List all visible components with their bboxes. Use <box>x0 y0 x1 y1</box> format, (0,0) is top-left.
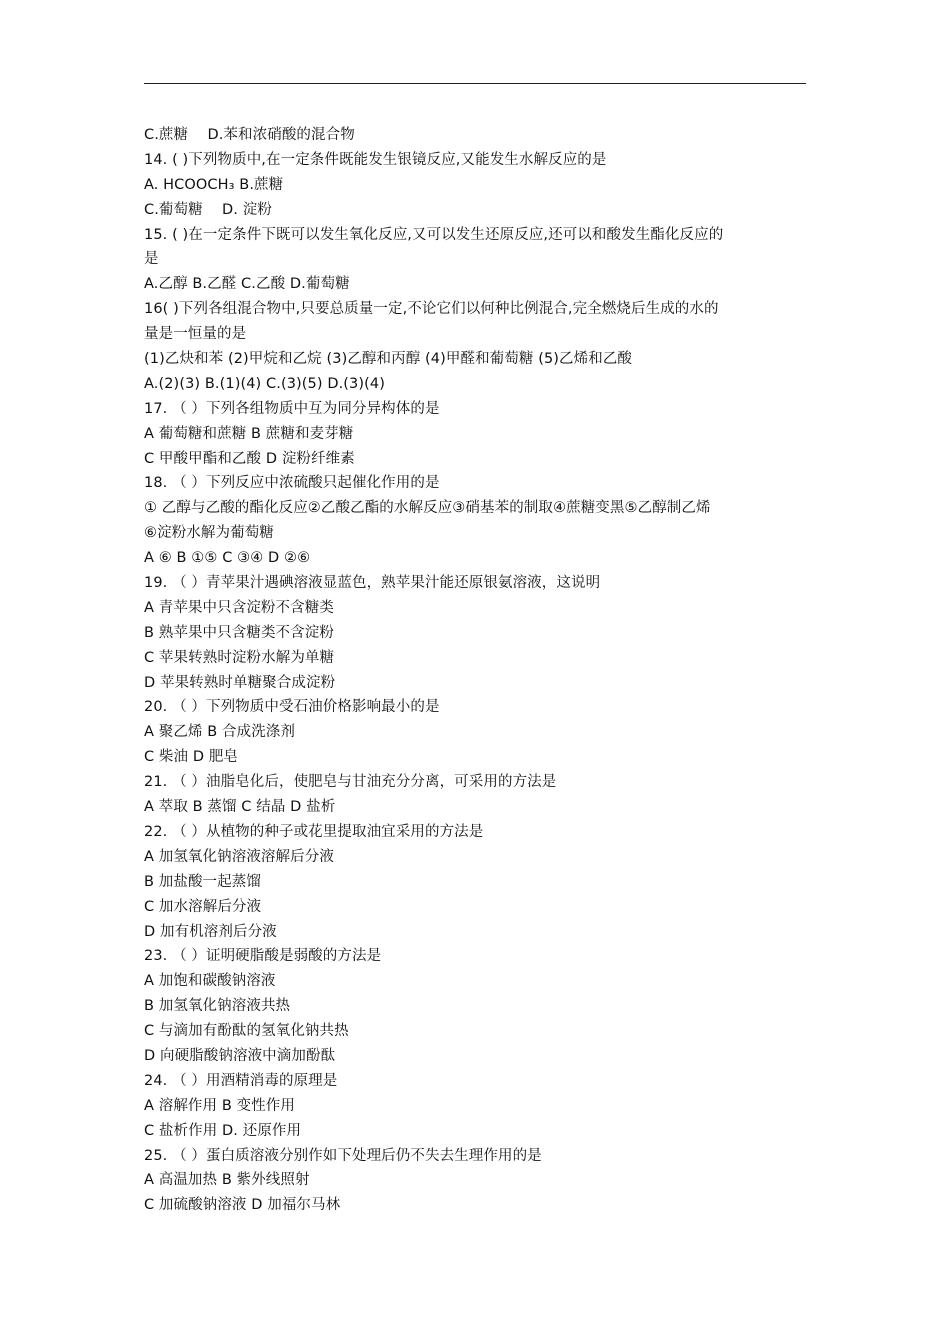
text-line: ⑥淀粉水解为葡萄糖 <box>144 525 274 542</box>
text-line: 量是一恒量的是 <box>144 326 247 343</box>
text-line: B 熟苹果中只含糖类不含淀粉 <box>144 624 334 641</box>
text-line: A 葡萄糖和蔗糖 B 蔗糖和麦芽糖 <box>144 425 354 442</box>
text-line: (1)乙炔和苯 (2)甲烷和乙烷 (3)乙醇和丙醇 (4)甲醛和葡萄糖 (5)乙烯和乙酸 <box>144 351 633 368</box>
text-line: C 苹果转熟时淀粉水解为单糖 <box>144 649 335 666</box>
text-line: 20. （ ）下列物质中受石油价格影响最小的是 <box>144 699 440 716</box>
text-line: A 加氢氧化钠溶液溶解后分液 <box>144 848 334 865</box>
text-line: 16( )下列各组混合物中,只要总质量一定,不论它们以何种比例混合,完全燃烧后生成的水的 <box>144 301 719 318</box>
text-line: D 加有机溶剂后分液 <box>144 923 277 940</box>
text-line: 19. （ ）青苹果汁遇碘溶液显蓝色，熟苹果汁能还原银氨溶液，这说明 <box>144 575 601 592</box>
text-line: A ⑥ B ①⑤ C ③④ D ②⑥ <box>144 550 311 567</box>
text-line: C.蔗糖 D.苯和浓硝酸的混合物 <box>144 127 355 143</box>
text-line: A 加饱和碳酸钠溶液 <box>144 973 276 990</box>
text-line: A 溶解作用 B 变性作用 <box>144 1097 295 1114</box>
text-line: C 与滴加有酚酞的氢氧化钠共热 <box>144 1023 349 1040</box>
text-line: 17. （ ）下列各组物质中互为同分异构体的是 <box>144 400 440 417</box>
text-line: C.葡萄糖 D. 淀粉 <box>144 201 272 218</box>
text-line: C 加水溶解后分液 <box>144 898 262 915</box>
text-line: A 青苹果中只含淀粉不含糖类 <box>144 599 334 616</box>
text-line: 21. （ ）油脂皂化后，使肥皂与甘油充分分离，可采用的方法是 <box>144 774 557 791</box>
text-line: C 甲酸甲酯和乙酸 D 淀粉纤维素 <box>144 450 355 467</box>
header-rule <box>144 83 806 84</box>
text-line: A 高温加热 B 紫外线照射 <box>144 1172 310 1189</box>
text-line: 22. （ ）从植物的种子或花里提取油宜采用的方法是 <box>144 823 484 840</box>
text-line: 18. （ ）下列反应中浓硫酸只起催化作用的是 <box>144 475 440 492</box>
text-line: D 苹果转熟时单糖聚合成淀粉 <box>144 674 336 691</box>
text-line: 25. （ ）蛋白质溶液分别作如下处理后仍不失去生理作用的是 <box>144 1147 542 1164</box>
text-line: 是 <box>144 251 159 268</box>
text-line: C 柴油 D 肥皂 <box>144 749 239 766</box>
text-line: 15. ( )在一定条件下既可以发生氧化反应,又可以发生还原反应,还可以和酸发生酯化反应的 <box>144 226 724 243</box>
text-line: A 聚乙烯 B 合成洗涤剂 <box>144 724 295 741</box>
document-body <box>144 123 809 1218</box>
text-line: C 加硫酸钠溶液 D 加福尔马林 <box>144 1197 341 1214</box>
text-line: A. HCOOCH₃ B.蔗糖 <box>144 176 284 193</box>
text-line: 14. ( )下列物质中,在一定条件既能发生银镜反应,又能发生水解反应的是 <box>144 151 607 168</box>
text-line: A.(2)(3) B.(1)(4) C.(3)(5) D.(3)(4) <box>144 375 385 392</box>
text-line: 24. （ ）用酒精消毒的原理是 <box>144 1072 338 1089</box>
text-line: B 加盐酸一起蒸馏 <box>144 873 261 890</box>
text-line: D 向硬脂酸钠溶液中滴加酚酞 <box>144 1047 336 1064</box>
text-line: B 加氢氧化钠溶液共热 <box>144 998 291 1015</box>
text-line: 23. （ ）证明硬脂酸是弱酸的方法是 <box>144 948 382 965</box>
text-line: A.乙醇 B.乙醛 C.乙酸 D.葡萄糖 <box>144 276 350 293</box>
text-line: A 萃取 B 蒸馏 C 结晶 D 盐析 <box>144 799 336 816</box>
text-line: ① 乙醇与乙酸的酯化反应②乙酸乙酯的水解反应③硝基苯的制取④蔗糖变黑⑤乙醇制乙烯 <box>144 500 711 517</box>
text-line: C 盐析作用 D. 还原作用 <box>144 1122 302 1139</box>
